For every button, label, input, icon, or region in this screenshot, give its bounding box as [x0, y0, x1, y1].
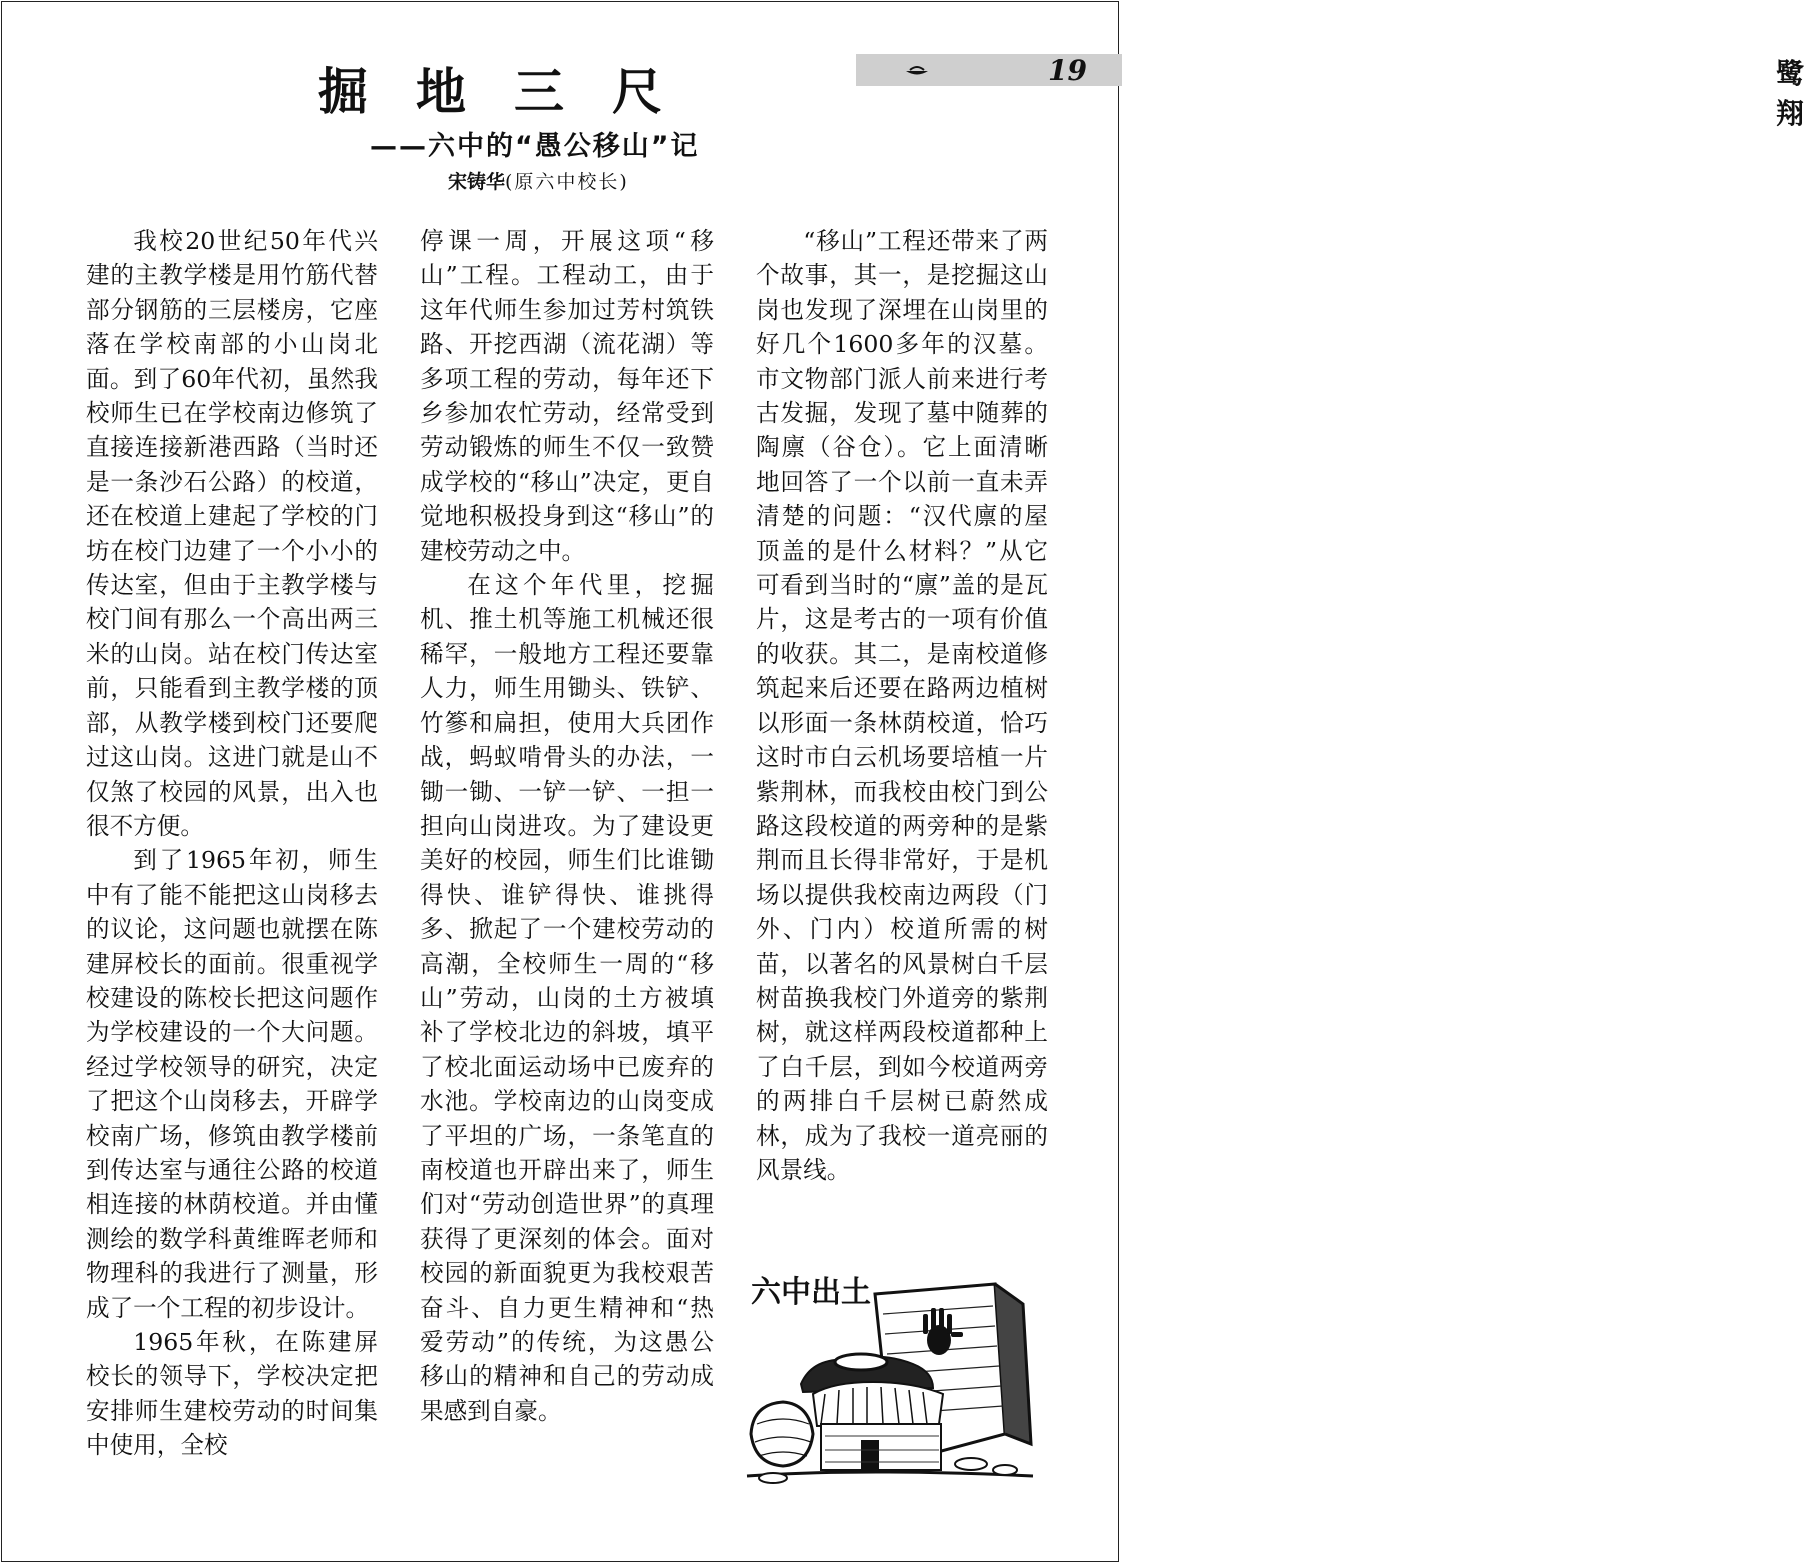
paragraph: 停课一周，开展这项“移山”工程。工程动工，由于这年代师生参加过芳村筑铁路、开挖西湖（流花湖）等多项工程的劳动，每年还下乡参加农忙劳动，经常受到劳动锻炼的师生不仅一致赞成学校的“移山”决定，更自觉地积极投身到这“移山”的建校劳动之中。 [420, 227, 714, 565]
paragraph: 我校20世纪50年代兴建的主教学楼是用竹筋代替部分钢筋的三层楼房，它座落在学校南部的小山岗北面。到了60年代初，虽然我校师生已在学校南边修筑了直接连接新港西路（当时还是一条沙石公路）的校道，还在校道上建起了学校的门坊在校门边建了一个小小的传达室，但由于主教学楼与校门间有那么一个高出两三米的山岗。站在校门传达室前，只能看到主教学楼的顶部，从教学楼到校门还要爬过这山岗。这进门就是山不仅煞了校园的风景，出入也很不方便。 [86, 227, 378, 840]
paragraph: “移山”工程还带来了两个故事，其一，是挖掘这山岗也发现了深埋在山岗里的好几个1600多年的汉墓。市文物部门派人前来进行考古发掘，发现了墓中随葬的陶廪（谷仓）。它上面清晰地回答了一个以前一直未弄清楚的问题：“汉代廪的屋顶盖的是什么材料？”从它可看到当时的“廪”盖的是瓦片，这是考古的一项有价值的收获。其二，是南校道修筑起来后还要在路两边植树以形面一条林荫校道，恰巧这时市白云机场要培植一片紫荆林，而我校由校门到公路这段校道的两旁种的是紫荆而且长得非常好，于是机场以提供我校南边两段（门外、门内）校道所需的树苗，以著名的风景树白千层树苗换我校门外道旁的紫荆树，就这样两段校道都种上了白千层，到如今校道两旁的两排白千层树已蔚然成林，成为了我校一道亮丽的风景线。 [756, 227, 1048, 1184]
paragraph: 到了1965年初，师生中有了能不能把这山岗移去的议论，这问题也就摆在陈建屏校长的面前。很重视学校建设的陈校长把这问题作为学校建设的一个大问题。经过学校领导的研究，决定了把这个山岗移去，开辟学校南广场，修筑由教学楼前到传达室与通往公路的校道相连接的林荫校道。并由懂测绘的数学科黄维晖老师和物理科的我进行了测量，形成了一个工程的初步设计。 [86, 846, 378, 1322]
magazine-name: 鹭翔 [1776, 57, 1807, 130]
author-name: 宋铸华 [448, 171, 506, 193]
illustration-han-tomb-relics [743, 1264, 1037, 1492]
text-column-3 [756, 224, 1048, 1187]
text-column-1 [86, 224, 378, 1463]
masthead [856, 54, 1807, 130]
illustration-caption: 六中出土 [751, 1275, 871, 1310]
boat-icon [904, 62, 930, 78]
byline [448, 167, 629, 194]
text-column-2 [420, 224, 714, 1428]
article-title: 掘地三尺 [318, 63, 710, 121]
paragraph: 在这个年代里，挖掘机、推土机等施工机械还很稀罕，一般地方工程还要靠人力，师生用锄头、铁铲、竹篸和扁担，使用大兵团作战，蚂蚁啃骨头的办法，一锄一锄、一铲一铲、一担一担向山岗进攻。为了建设更美好的校园，师生们比谁锄得快、谁铲得快、谁挑得多、掀起了一个建校劳动的高潮，全校师生一周的“移山”劳动，山岗的土方被填补了学校北边的斜坡，填平了校北面运动场中已废弃的水池。学校南边的山岗变成了平坦的广场，一条笔直的南校道也开辟出来了，师生们对“劳动创造世界”的真理获得了更深刻的体会。面对校园的新面貌更为我校艰苦奋斗、自力更生精神和“热爱劳动”的传统，为这愚公移山的精神和自己的劳动成果感到自豪。 [420, 571, 714, 1425]
page-number: 19 [1048, 54, 1087, 87]
author-role: (原六中校长) [505, 171, 629, 193]
paragraph: 1965年秋，在陈建屏校长的领导下，学校决定把安排师生建校劳动的时间集中使用，全校 [86, 1328, 378, 1460]
article-subtitle: ——六中的“愚公移山”记 [370, 131, 700, 162]
